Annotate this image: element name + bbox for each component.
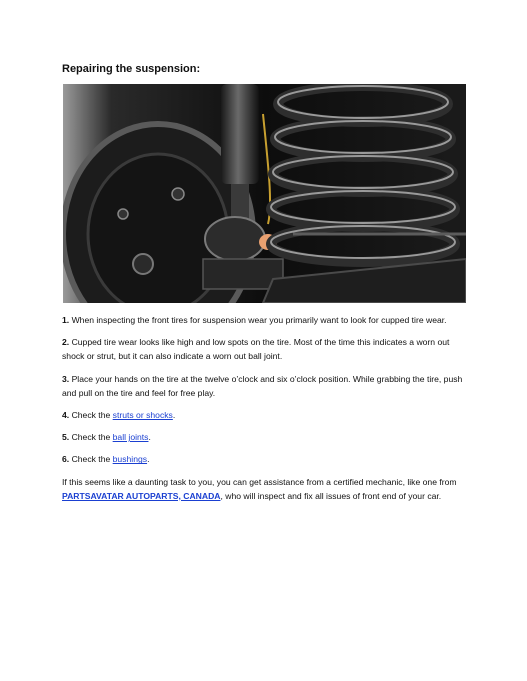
section-heading: Repairing the suspension: — [62, 63, 201, 75]
step-text: Cupped tire wear looks like high and low spots on the tire. Most of the time this indicates a worn out shock or strut, but it can also indicate a worn out ball joint. — [62, 337, 450, 362]
step-number: 4. — [62, 410, 70, 421]
step-suffix: . — [172, 410, 176, 421]
step-5 — [62, 430, 466, 444]
step-text: Check the — [71, 454, 113, 465]
step-number: 3. — [62, 373, 70, 384]
step-suffix: . — [148, 432, 151, 443]
step-text: Place your hands on the tire at the twelve o’clock and six o’clock position. While grabbing the tire, push and pull on the tire and feel for free play. — [62, 373, 463, 398]
step-6 — [62, 452, 466, 466]
closing-text-before: If this seems like a daunting task to you, you can get assistance from a certified mechanic, like one from — [62, 476, 457, 487]
closing-text-after: , who will inspect and fix all issues of front end of your car. — [220, 490, 442, 501]
step-4 — [62, 408, 466, 422]
step-text: Check the — [71, 410, 113, 421]
step-1 — [62, 313, 466, 327]
step-2 — [62, 335, 466, 363]
step-text: When inspecting the front tires for suspension wear you primarily want to look for cupped tire wear. — [71, 315, 447, 325]
step-number: 1. — [62, 315, 70, 325]
step-number: 5. — [62, 432, 70, 443]
step-number: 2. — [62, 337, 70, 348]
step-text: Check the — [71, 432, 113, 443]
step-number: 6. — [62, 454, 70, 465]
step-suffix: . — [147, 454, 150, 465]
instructions-body — [62, 313, 466, 511]
closing-paragraph — [62, 475, 466, 503]
ball-joints-link[interactable]: ball joints — [112, 432, 149, 443]
partsavatar-link[interactable]: PARTSAVATAR AUTOPARTS, CANADA — [62, 490, 221, 501]
step-3 — [62, 372, 466, 400]
struts-or-shocks-link[interactable]: struts or shocks — [112, 410, 173, 421]
bushings-link[interactable]: bushings — [112, 454, 148, 465]
suspension-photo — [63, 84, 466, 303]
